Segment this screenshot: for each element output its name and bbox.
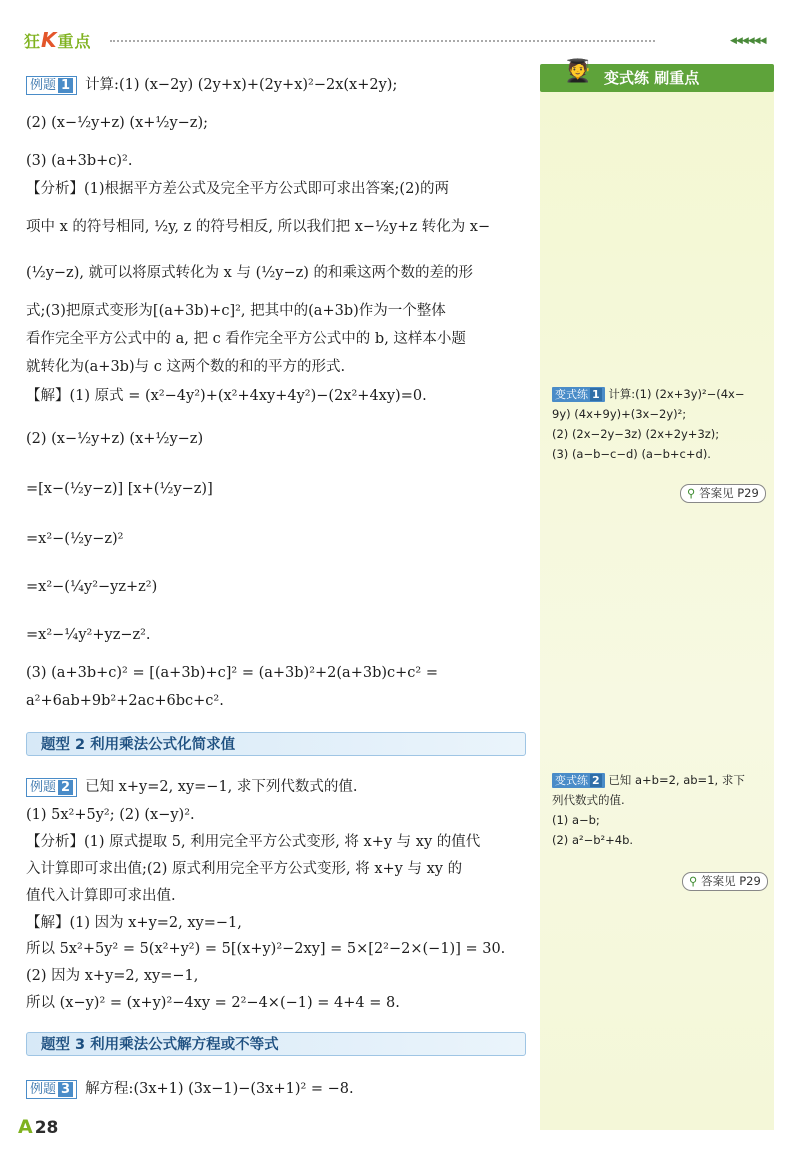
- example-1-tag: 例题 1: [26, 76, 77, 95]
- analysis-line: 就转化为(a+3b)与 c 这两个数的和的平方的形式.: [26, 359, 346, 375]
- logo-suffix: 重点: [57, 32, 92, 51]
- banner-title: 变式练 刷重点: [604, 69, 700, 87]
- solution-line: 所以 (x−y)² = (x+y)²−4xy = 2²−4×(−1) = 4+4 = 8.: [26, 995, 400, 1011]
- logo-k: K: [41, 28, 58, 52]
- example-2-line: 已知 x+y=2, xy=−1, 求下列代数式的值.: [85, 779, 358, 795]
- section-type-3: 题型 3 利用乘法公式解方程或不等式: [26, 1032, 526, 1056]
- practice-1-line2: 9y) (4x+9y)+(3x−2y)²;: [552, 407, 687, 421]
- practice-2-line4: (2) a²−b²+4b.: [552, 833, 634, 847]
- solution-line: (2) (x−½y+z) (x+½y−z): [26, 431, 204, 447]
- example-1-line: (3) (a+3b+c)².: [26, 153, 133, 169]
- analysis-line: 值代入计算即可求出值.: [26, 888, 176, 904]
- solution-line: =x²−¼y²+yz−z².: [26, 627, 151, 643]
- example-3-heading: [26, 1078, 354, 1100]
- practice-2-line3: (1) a−b;: [552, 813, 600, 827]
- practice-2-tag: 变式练 2: [552, 773, 605, 788]
- page-number-text: 28: [34, 1118, 59, 1138]
- practice-banner: [540, 59, 774, 92]
- practice-1-line3: (2) (2x−2y−3z) (2x+2y+3z);: [552, 427, 720, 441]
- student-icon: 🧑‍🎓: [564, 59, 592, 84]
- logo-prefix: 狂: [24, 32, 42, 51]
- page-logo-icon: A: [18, 1116, 33, 1138]
- example-2-tag: 例题 2: [26, 778, 77, 797]
- practice-2-line1: 已知 a+b=2, ab=1, 求下: [608, 773, 745, 787]
- analysis-line: 【分析】(1) 原式提取 5, 利用完全平方公式变形, 将 x+y 与 xy 的值代: [26, 834, 481, 850]
- solution-line: (3) (a+3b+c)² = [(a+3b)+c]² = (a+3b)²+2(a+3b)c+c² =: [26, 665, 438, 681]
- answer-ref-2[interactable]: ⚲ 答案见 P29: [682, 872, 768, 891]
- header-divider: [110, 40, 655, 42]
- solution-line: =x²−(½y−z)²: [26, 531, 124, 547]
- analysis-line: 项中 x 的符号相同, ½y, z 的符号相反, 所以我们把 x−½y+z 转化为 x−: [26, 219, 491, 235]
- solution-line: 所以 5x²+5y² = 5(x²+y²) = 5[(x+y)²−2xy] = 5×[2²−2×(−1)] = 30.: [26, 941, 506, 957]
- practice-2: [552, 770, 767, 850]
- example-1-line: (2) (x−½y+z) (x+½y−z);: [26, 115, 208, 131]
- example-2-heading: [26, 776, 358, 798]
- analysis-line: 入计算即可求出值;(2) 原式利用完全平方公式变形, 将 x+y 与 xy 的: [26, 861, 463, 877]
- page-number: [18, 1116, 58, 1138]
- practice-sidebar: [540, 70, 774, 1130]
- analysis-line: (½y−z), 就可以将原式转化为 x 与 (½y−z) 的和乘这两个数的差的形: [26, 265, 474, 281]
- practice-1-line4: (3) (a−b−c−d) (a−b+c+d).: [552, 447, 711, 461]
- solution-line: =[x−(½y−z)] [x+(½y−z)]: [26, 481, 213, 497]
- example-1-heading: [26, 74, 397, 96]
- key-icon: ⚲: [687, 486, 696, 500]
- example-3-line: 解方程:(3x+1) (3x−1)−(3x+1)² = −8.: [85, 1081, 354, 1097]
- example-2-line: (1) 5x²+5y²; (2) (x−y)².: [26, 807, 195, 823]
- example-1-line: 计算:(1) (x−2y) (2y+x)+(2y+x)²−2x(x+2y);: [85, 77, 398, 93]
- header-arrows-icon: ◀◀◀◀◀◀: [730, 36, 766, 46]
- analysis-line: 看作完全平方公式中的 a, 把 c 看作完全平方公式中的 b, 这样本小题: [26, 331, 466, 347]
- answer-ref-1[interactable]: ⚲ 答案见 P29: [680, 484, 766, 503]
- section-type-2: 题型 2 利用乘法公式化简求值: [26, 732, 526, 756]
- solution-line: 【解】(1) 因为 x+y=2, xy=−1,: [26, 915, 242, 931]
- brand-logo: [24, 28, 92, 52]
- analysis-line: 【分析】(1)根据平方差公式及完全平方公式即可求出答案;(2)的两: [26, 181, 449, 197]
- practice-1-tag: 变式练 1: [552, 387, 605, 402]
- example-3-tag: 例题 3: [26, 1080, 77, 1099]
- practice-1: [552, 384, 767, 464]
- practice-2-line2: 列代数式的值.: [552, 793, 625, 807]
- practice-1-line1: 计算:(1) (2x+3y)²−(4x−: [608, 387, 745, 401]
- solution-line: a²+6ab+9b²+2ac+6bc+c².: [26, 693, 224, 709]
- key-icon: ⚲: [689, 874, 698, 888]
- solution-line: 【解】(1) 原式 = (x²−4y²)+(x²+4xy+4y²)−(2x²+4xy)=0.: [26, 388, 427, 404]
- solution-line: =x²−(¼y²−yz+z²): [26, 579, 158, 595]
- solution-line: (2) 因为 x+y=2, xy=−1,: [26, 968, 199, 984]
- analysis-line: 式;(3)把原式变形为[(a+3b)+c]², 把其中的(a+3b)作为一个整体: [26, 303, 446, 319]
